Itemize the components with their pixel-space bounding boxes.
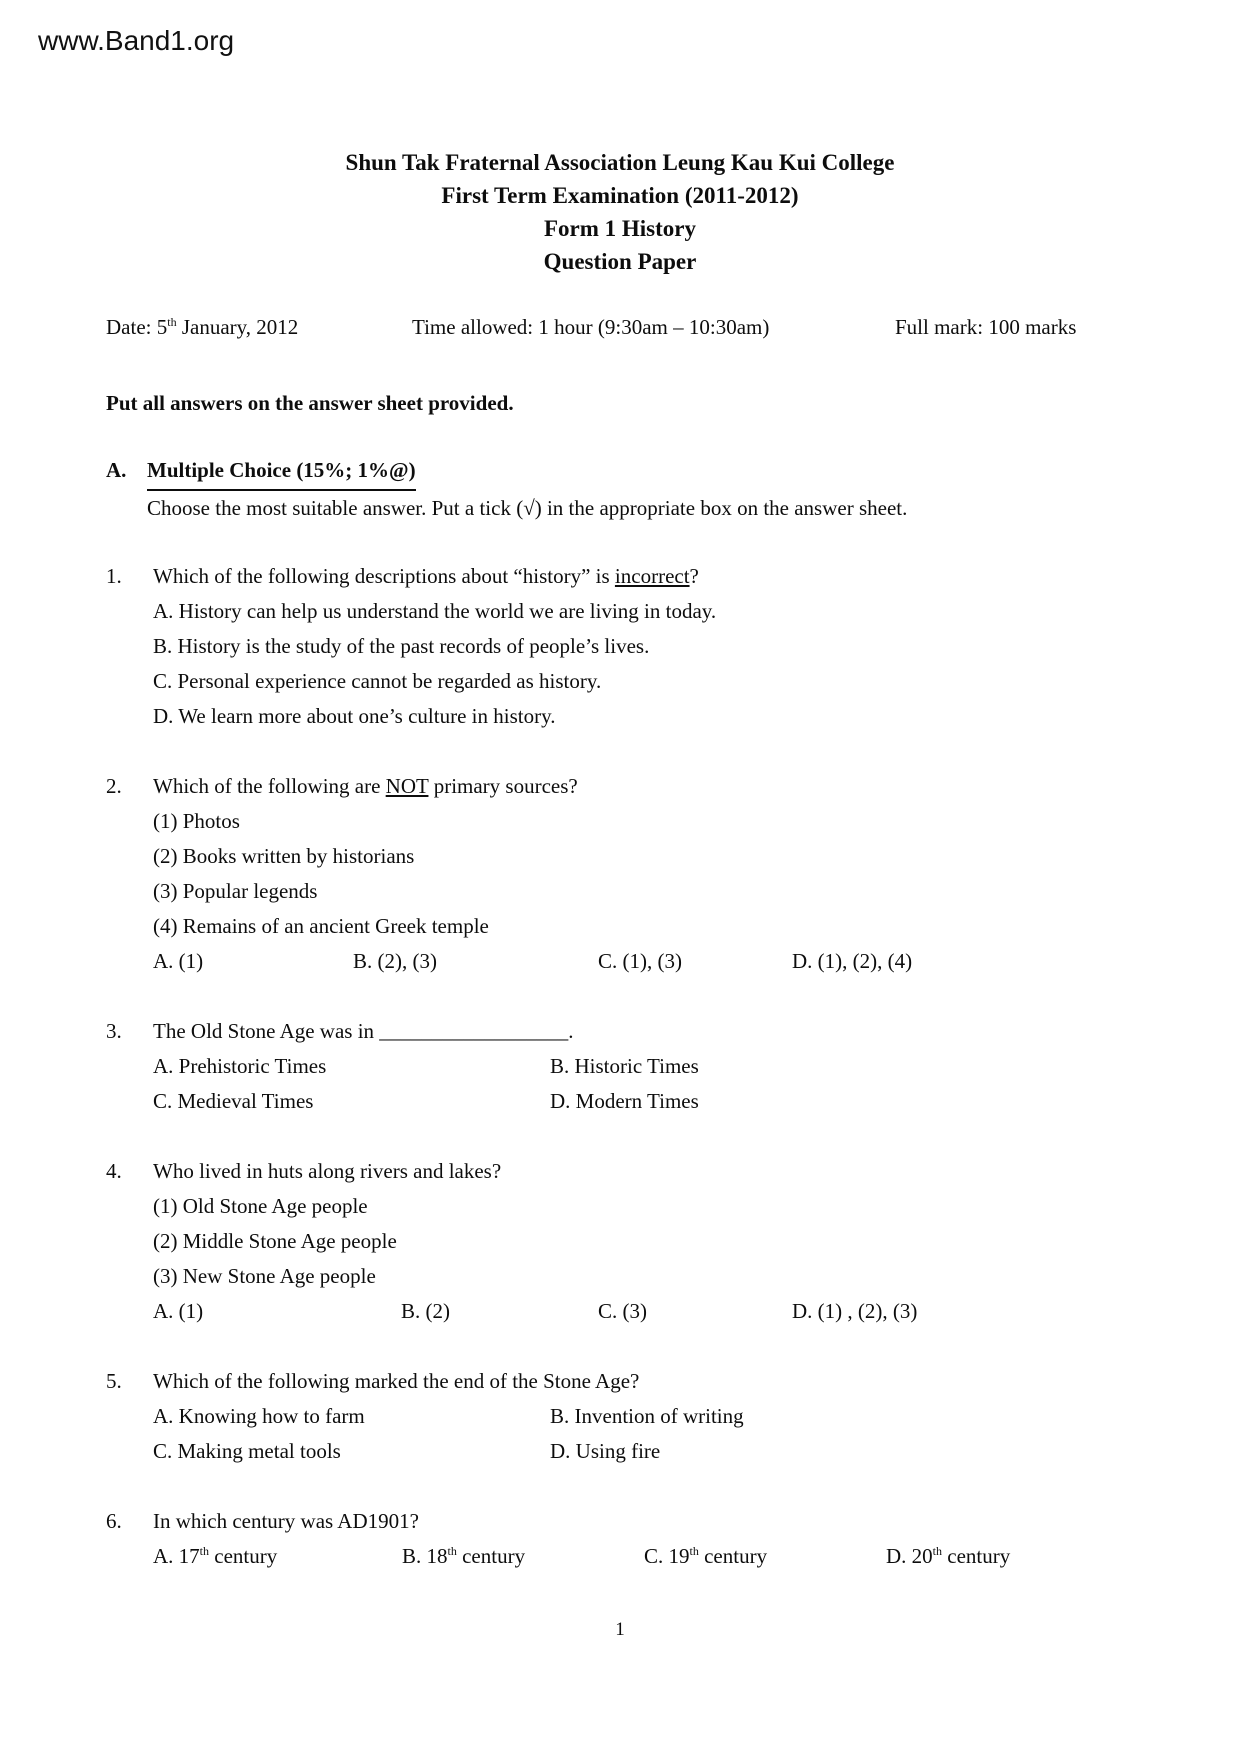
ordinal-superscript: th: [932, 1544, 943, 1558]
stem-underlined-word: NOT: [385, 774, 429, 798]
question-6-option-a: [153, 1539, 402, 1574]
question-6-stem: In which century was AD1901?: [153, 1509, 419, 1533]
question-3-option-b: B. Historic Times: [550, 1054, 699, 1078]
exam-header: [0, 146, 1240, 278]
question-4-option-d: D. (1) , (2), (3): [792, 1299, 918, 1323]
date-ordinal-superscript: th: [167, 315, 177, 329]
question-6-option-c: [644, 1539, 886, 1574]
question-2-option-c: C. (1), (3): [598, 949, 682, 973]
section-a-heading: [106, 453, 1116, 491]
question-4-option-c: C. (3): [598, 1299, 647, 1323]
question-1-option-d: D. We learn more about one’s culture in history.: [153, 704, 556, 728]
question-4: [106, 1154, 1116, 1329]
question-2-option-a: A. (1): [153, 949, 204, 973]
question-5-option-d: D. Using fire: [550, 1439, 661, 1463]
option-text-end: century: [456, 1544, 526, 1568]
question-1-body: [153, 559, 1116, 734]
exam-body: [106, 310, 1116, 1574]
question-1-option-c: C. Personal experience cannot be regarded as history.: [153, 669, 602, 693]
option-text: C. 19: [644, 1544, 690, 1568]
question-1-number: 1.: [106, 564, 122, 588]
option-text: B. 18: [402, 1544, 448, 1568]
question-2-number: 2.: [106, 774, 122, 798]
question-3-option-a: A. Prehistoric Times: [153, 1054, 327, 1078]
paper-type: Question Paper: [543, 249, 697, 274]
question-3-number: 3.: [106, 1019, 122, 1043]
question-2-item-4: (4) Remains of an ancient Greek temple: [153, 914, 489, 938]
question-2-body: [153, 769, 1116, 979]
question-2-stem: [153, 769, 1116, 804]
section-label: A.: [106, 458, 127, 482]
question-4-item-2: (2) Middle Stone Age people: [153, 1229, 397, 1253]
question-2-item-2: (2) Books written by historians: [153, 844, 415, 868]
question-5: [106, 1364, 1116, 1469]
question-6-body: [153, 1504, 1116, 1574]
question-1-stem: [153, 559, 1116, 594]
school-name: Shun Tak Fraternal Association Leung Kau Kui College: [345, 150, 895, 175]
question-5-option-a: A. Knowing how to farm: [153, 1404, 365, 1428]
question-4-item-1: (1) Old Stone Age people: [153, 1194, 368, 1218]
question-4-answer-row: [153, 1294, 1116, 1329]
option-text-end: century: [942, 1544, 1011, 1568]
question-5-number: 5.: [106, 1369, 122, 1393]
question-5-option-b: B. Invention of writing: [550, 1404, 744, 1428]
exam-info-row: [106, 310, 1116, 345]
question-6-option-b: [402, 1539, 644, 1574]
ordinal-superscript: th: [689, 1544, 699, 1558]
question-3: [106, 1014, 1116, 1119]
question-3-option-row-2: [153, 1084, 1116, 1119]
question-2: [106, 769, 1116, 979]
question-5-option-row-2: [153, 1434, 1116, 1469]
answer-sheet-instruction: Put all answers on the answer sheet provided.: [106, 391, 514, 415]
date-text: Date: 5: [106, 315, 168, 339]
exam-title: First Term Examination (2011-2012): [441, 183, 799, 208]
option-text-end: century: [698, 1544, 768, 1568]
option-text-end: century: [209, 1544, 278, 1568]
watermark-url: www.Band1.org: [38, 25, 235, 56]
date-text-rest: January, 2012: [176, 315, 299, 339]
section-a-instruction: Choose the most suitable answer. Put a tick (√) in the appropriate box on the answer sheet.: [147, 496, 908, 520]
question-4-number: 4.: [106, 1159, 122, 1183]
question-2-item-1: (1) Photos: [153, 809, 240, 833]
option-text: A. 17: [153, 1544, 200, 1568]
question-6-answer-row: [153, 1539, 1116, 1574]
stem-text-end: ?: [689, 564, 699, 588]
question-3-body: [153, 1014, 1116, 1119]
question-4-item-3: (3) New Stone Age people: [153, 1264, 376, 1288]
full-mark: Full mark: 100 marks: [895, 315, 1077, 339]
time-allowed: Time allowed: 1 hour (9:30am – 10:30am): [412, 315, 770, 339]
question-3-stem: The Old Stone Age was in __________________.: [153, 1019, 574, 1043]
stem-text: Which of the following are: [153, 774, 386, 798]
question-4-body: [153, 1154, 1116, 1329]
exam-date: [106, 315, 298, 339]
question-4-option-b: B. (2): [401, 1299, 450, 1323]
stem-text: Which of the following descriptions about “history” is: [153, 564, 615, 588]
question-4-option-a: A. (1): [153, 1299, 204, 1323]
question-5-stem: Which of the following marked the end of the Stone Age?: [153, 1369, 640, 1393]
question-6-number: 6.: [106, 1509, 122, 1533]
option-text: D. 20: [886, 1544, 933, 1568]
page-number: 1: [615, 1619, 625, 1640]
question-1-option-a: A. History can help us understand the world we are living in today.: [153, 599, 717, 623]
subject-title: Form 1 History: [543, 216, 696, 241]
ordinal-superscript: th: [199, 1544, 210, 1558]
stem-text-end: primary sources?: [428, 774, 578, 798]
question-2-answer-row: [153, 944, 1116, 979]
question-2-item-3: (3) Popular legends: [153, 879, 318, 903]
question-3-option-d: D. Modern Times: [550, 1089, 699, 1113]
ordinal-superscript: th: [447, 1544, 457, 1558]
question-3-option-row-1: [153, 1049, 1116, 1084]
question-2-option-b: B. (2), (3): [353, 949, 437, 973]
question-5-body: [153, 1364, 1116, 1469]
question-3-option-c: C. Medieval Times: [153, 1089, 314, 1113]
question-4-stem: Who lived in huts along rivers and lakes?: [153, 1159, 502, 1183]
question-2-option-d: D. (1), (2), (4): [792, 949, 913, 973]
question-6: [106, 1504, 1116, 1574]
question-1: [106, 559, 1116, 734]
question-5-option-c: C. Making metal tools: [153, 1439, 341, 1463]
stem-underlined-word: incorrect: [614, 564, 690, 588]
question-1-option-b: B. History is the study of the past records of people’s lives.: [153, 634, 650, 658]
section-title: Multiple Choice (15%; 1%@): [147, 453, 416, 491]
question-6-option-d: [886, 1539, 1116, 1574]
question-5-option-row-1: [153, 1399, 1116, 1434]
